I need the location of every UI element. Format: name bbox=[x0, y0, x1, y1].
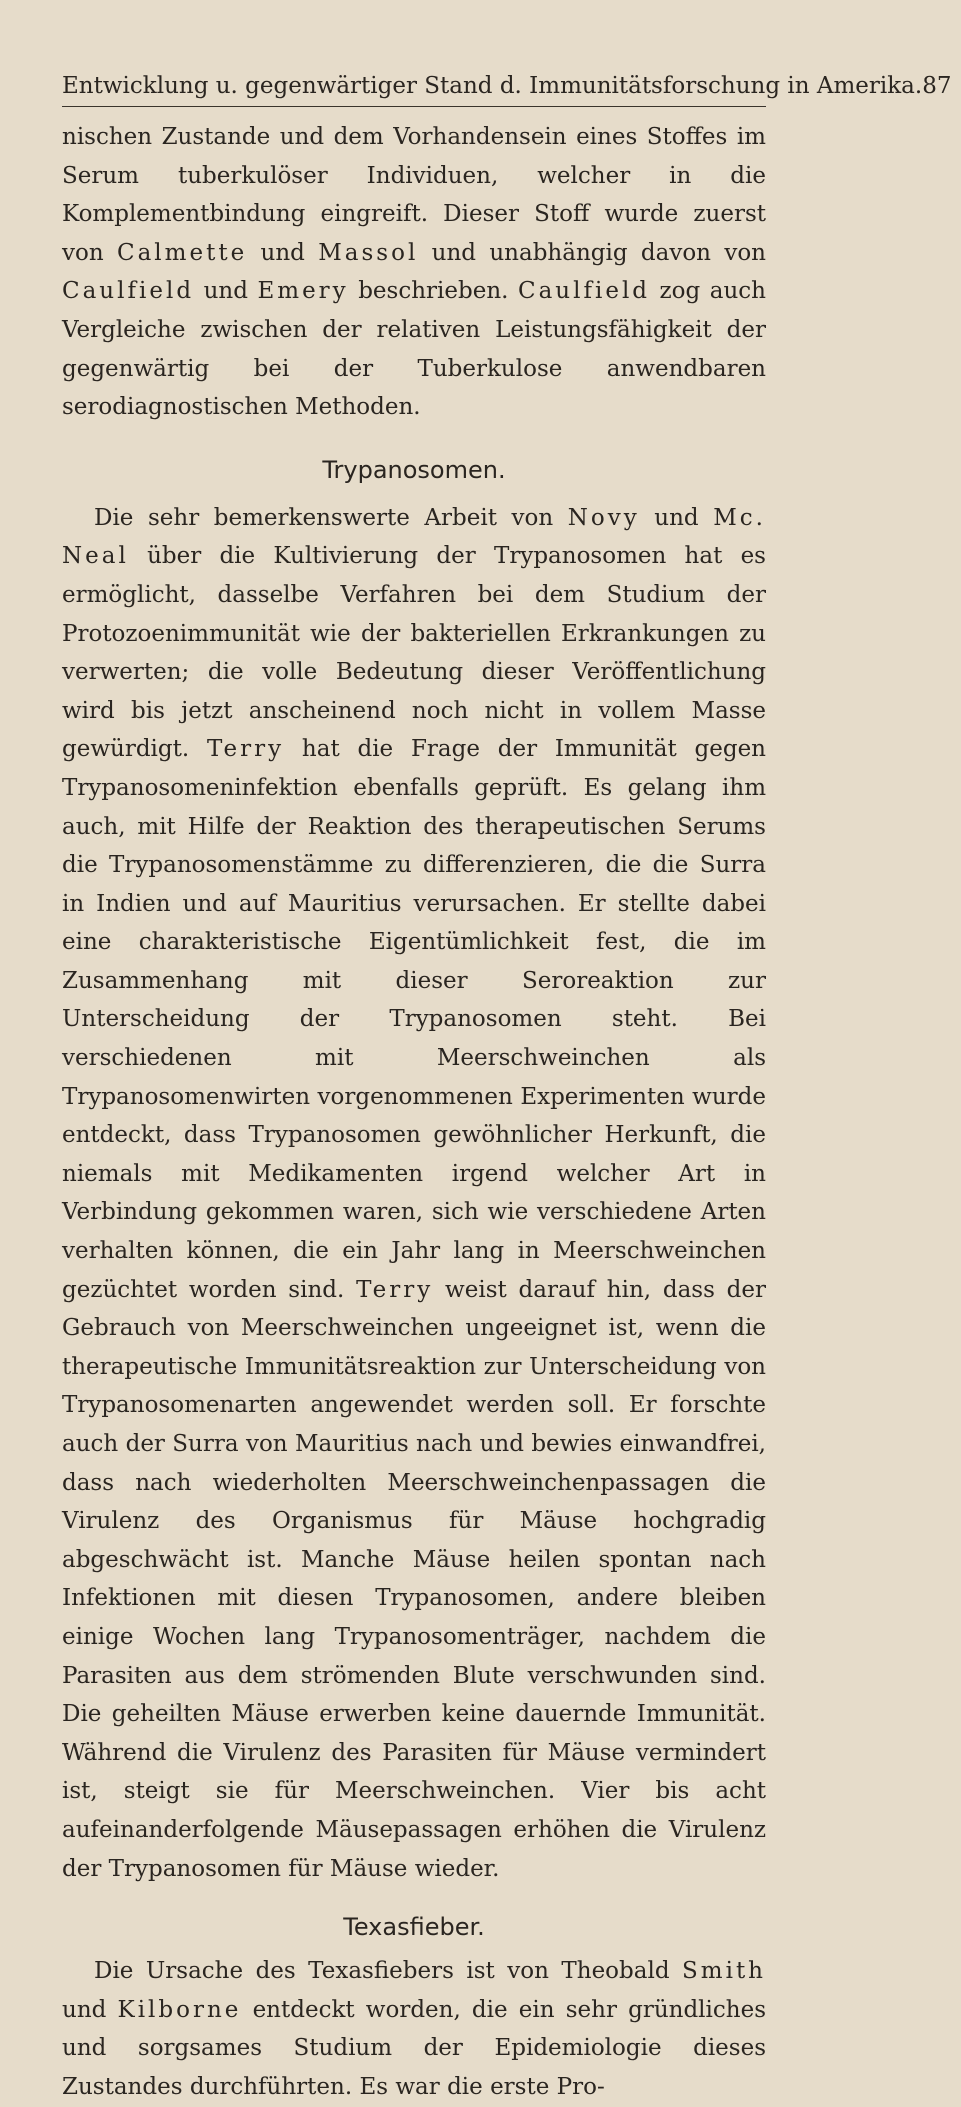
author-name: Emery bbox=[257, 278, 349, 305]
author-name: Smith bbox=[682, 1958, 766, 1985]
author-name: Calmette bbox=[117, 239, 248, 266]
running-title: Entwicklung u. gegenwärtiger Stand d. Immunitätsforschung in Amerika. bbox=[62, 73, 923, 99]
page-number: 87 bbox=[922, 73, 952, 99]
author-name: Caulfield bbox=[517, 278, 651, 305]
author-name: Caulfield bbox=[62, 278, 195, 305]
author-name: Kilborne bbox=[117, 1996, 242, 2023]
section-heading-texasfieber: Texasfieber. bbox=[343, 1913, 485, 1942]
paragraph-trypanosomen: Die sehr bemerkenswerte Arbeit von Novy und Mc. Neal über die Kultivierung der Trypanosomen hat es ermöglicht, dasselbe Verfahren bei dem Studium der Protozoenimmunität wie der bakteriellen Erkrankungen zu verwerten; die volle Bedeutung dieser Veröffentlichung wird bis jetzt anscheinend noch nicht in vollem Masse gewürdigt. Terry hat die Frage der Immunität gegen Trypanosomeninfektion ebenfalls geprüft. Es gelang ihm auch, mit Hilfe der Reaktion des therapeutischen Serums die Trypanosomenstämme zu differenzieren, die die Surra in Indien und auf Mauritius verursachen. Er stellte dabei eine charakteristische Eigentümlichkeit fest, die im Zusammenhang mit dieser Seroreaktion zur Unterscheidung der Trypanosomen steht. Bei verschiedenen mit Meerschweinchen als Trypanosomenwirten vorgenommenen Experimenten wurde entdeckt, dass Trypanosomen gewöhnlicher Herkunft, die niemals mit Medikamenten irgend welcher Art in Verbindung gekommen waren, sich wie verschiedene Arten verhalten können, die ein Jahr lang in Meerschweinchen gezüchtet worden sind. Terry weist darauf hin, dass der Gebrauch von Meerschweinchen ungeeignet ist, wenn die therapeutische Immunitätsreaktion zur Unterscheidung von Trypanosomenarten angewendet werden soll. Er forschte auch der Surra von Mauritius nach und bewies einwandfrei, dass nach wiederholten Meerschweinchenpassagen die Virulenz des Organismus für Mäuse hochgradig abgeschwächt ist. Manche Mäuse heilen spontan nach Infektionen mit diesen Trypanosomen, andere bleiben einige Wochen lang Trypanosomenträger, nachdem die Parasiten aus dem strömenden Blute verschwunden sind. Die geheilten Mäuse erwerben keine dauernde Immunität. Während die Virulenz des Parasiten für Mäuse vermindert ist, steigt sie für Meerschweinchen. Vier bis acht aufeinanderfolgende Mäusepassagen erhöhen die Virulenz der Trypanosomen für Mäuse wieder. bbox=[62, 504, 767, 1882]
author-name: Terry bbox=[206, 736, 285, 763]
running-header bbox=[62, 0, 952, 107]
author-name: Mc. Neal bbox=[62, 504, 766, 570]
author-name: Massol bbox=[318, 239, 419, 266]
section-heading-trypanosomen: Trypanosomen. bbox=[322, 455, 506, 484]
paragraph-tuberculosis-continuation: nischen Zustande und dem Vorhandensein eines Stoffes im Serum tuberkulöser Individuen, welcher in die Komplementbindung eingreift. Dieser Stoff wurde zuerst von Calmette und Massol und unabhängig davon von Caulfield und Emery beschrieben. Caulfield zog auch Vergleiche zwischen der relativen Leistungsfähigkeit der gegenwärtig bei der Tuberkulose anwendbaren serodiagnostischen Methoden. bbox=[62, 124, 766, 421]
paragraph-texasfieber: Die Ursache des Texasfiebers ist von Theobald Smith und Kilborne entdeckt worden, die ein sehr gründliches und sorgsames Studium der Epidemiologie dieses Zustandes durchführten. Es war die erste Pro- bbox=[62, 1958, 766, 2100]
author-name: Terry bbox=[356, 1276, 434, 1303]
author-name: Novy bbox=[567, 504, 640, 531]
